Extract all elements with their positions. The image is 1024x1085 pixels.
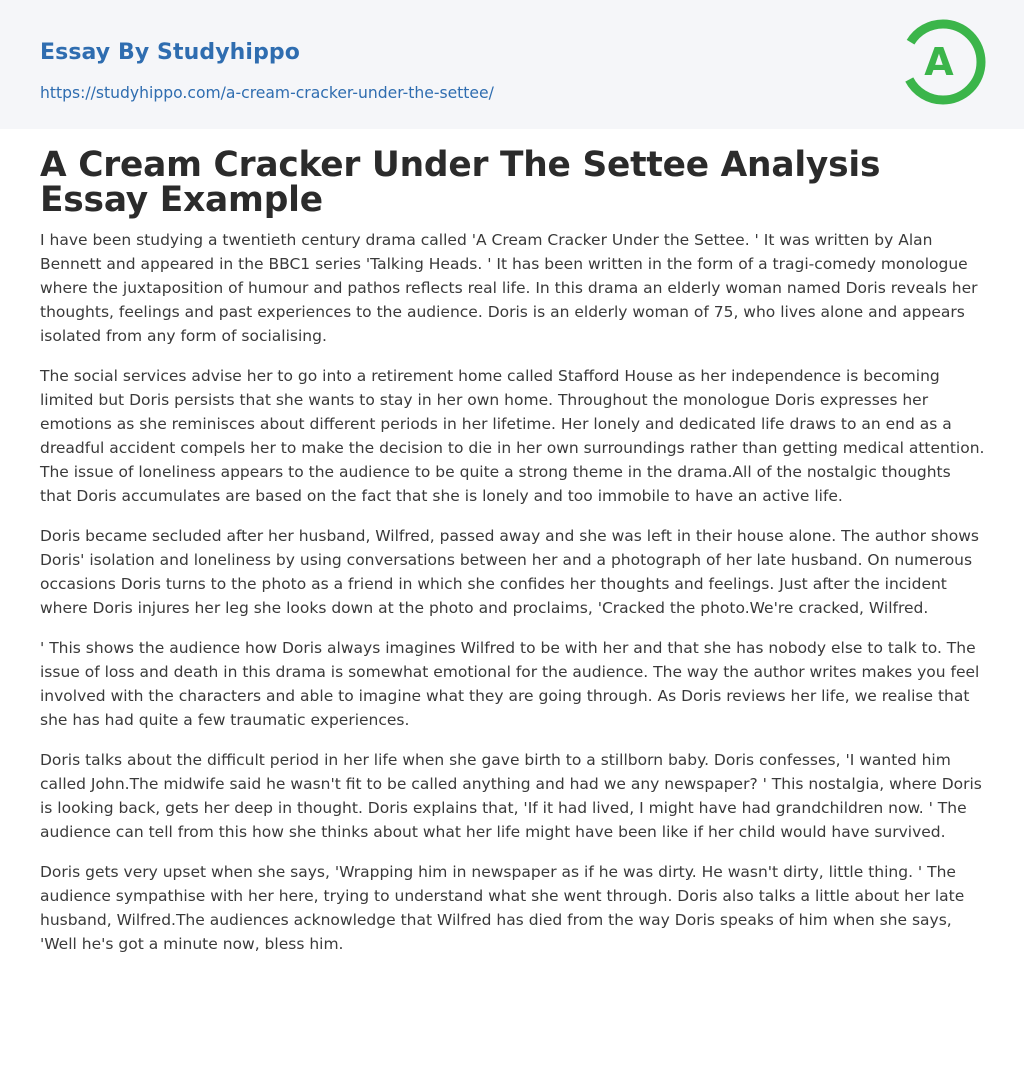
essay-paragraph: ' This shows the audience how Doris always imagines Wilfred to be with her and that she has nobody else to talk to. The issue of loss and death in this drama is somewhat emotional for the audience. The way the author writes makes you feel involved with the characters and able to imagine what they are going through. As Doris reviews her life, we realise that she has had quite a few traumatic experiences. bbox=[40, 639, 980, 729]
essay-paragraph: Doris talks about the difficult period in her life when she gave birth to a stillborn baby. Doris confesses, 'I wanted him called John.The midwife said he wasn't fit to be called anything and had we any newspaper? ' This nostalgia, where Doris is looking back, gets her deep in thought. Doris explains that, 'If it had lived, I might have had grandchildren now. ' The audience can tell from this how she thinks about what her life might have been like if her child would have survived. bbox=[40, 751, 982, 841]
logo-letter: A bbox=[924, 40, 954, 84]
essay-paragraph: The social services advise her to go into a retirement home called Stafford House as her independence is becoming limited but Doris persists that she wants to stay in her own home. Throughout the monologue Doris expresses her emotions as she reminisces about different periods in her lifetime. Her lonely and dedicated life draws to an end as a dreadful accident compels her to make the decision to die in her own surroundings rather than getting medical attention. The issue of loneliness appears to the audience to be quite a strong theme in the drama.All of the nostalgic thoughts that Doris accumulates are based on the fact that she is lonely and too immobile to have an active life. bbox=[40, 367, 985, 505]
essay-paragraph: Doris became secluded after her husband, Wilfred, passed away and she was left in their house alone. The author shows Doris' isolation and loneliness by using conversations between her and a photograph of her late husband. On numerous occasions Doris turns to the photo as a friend in which she confides her thoughts and feelings. Just after the incident where Doris injures her leg she looks down at the photo and proclaims, 'Cracked the photo.We're cracked, Wilfred. bbox=[40, 527, 979, 617]
essay-paragraph: Doris gets very upset when she says, 'Wrapping him in newspaper as if he was dirty. He wasn't dirty, little thing. ' The audience sympathise with her here, trying to understand what she went through. Doris also talks a little about her late husband, Wilfred.The audiences acknowledge that Wilfred has died from the way Doris speaks of him when she says, 'Well he's got a minute now, bless him. bbox=[40, 863, 965, 953]
page-title: A Cream Cracker Under The Settee Analysis Essay Example bbox=[40, 145, 881, 220]
site-header bbox=[0, 0, 1024, 129]
studyhippo-logo-icon[interactable] bbox=[900, 18, 988, 106]
essay-body bbox=[40, 228, 986, 972]
essay-paragraph: I have been studying a twentieth century drama called 'A Cream Cracker Under the Settee. ' It was written by Alan Bennett and appeared in the BBC1 series 'Talking Heads. ' It has been written in the form of a tragi-comedy monologue where the juxtaposition of humour and pathos reflects real life. In this drama an elderly woman named Doris reveals her thoughts, feelings and past experiences to the audience. Doris is an elderly woman of 75, who lives alone and appears isolated from any form of socialising. bbox=[40, 231, 978, 345]
brand-title[interactable]: Essay By Studyhippo bbox=[40, 40, 300, 65]
source-url-link[interactable]: https://studyhippo.com/a-cream-cracker-under-the-settee/ bbox=[40, 84, 494, 102]
